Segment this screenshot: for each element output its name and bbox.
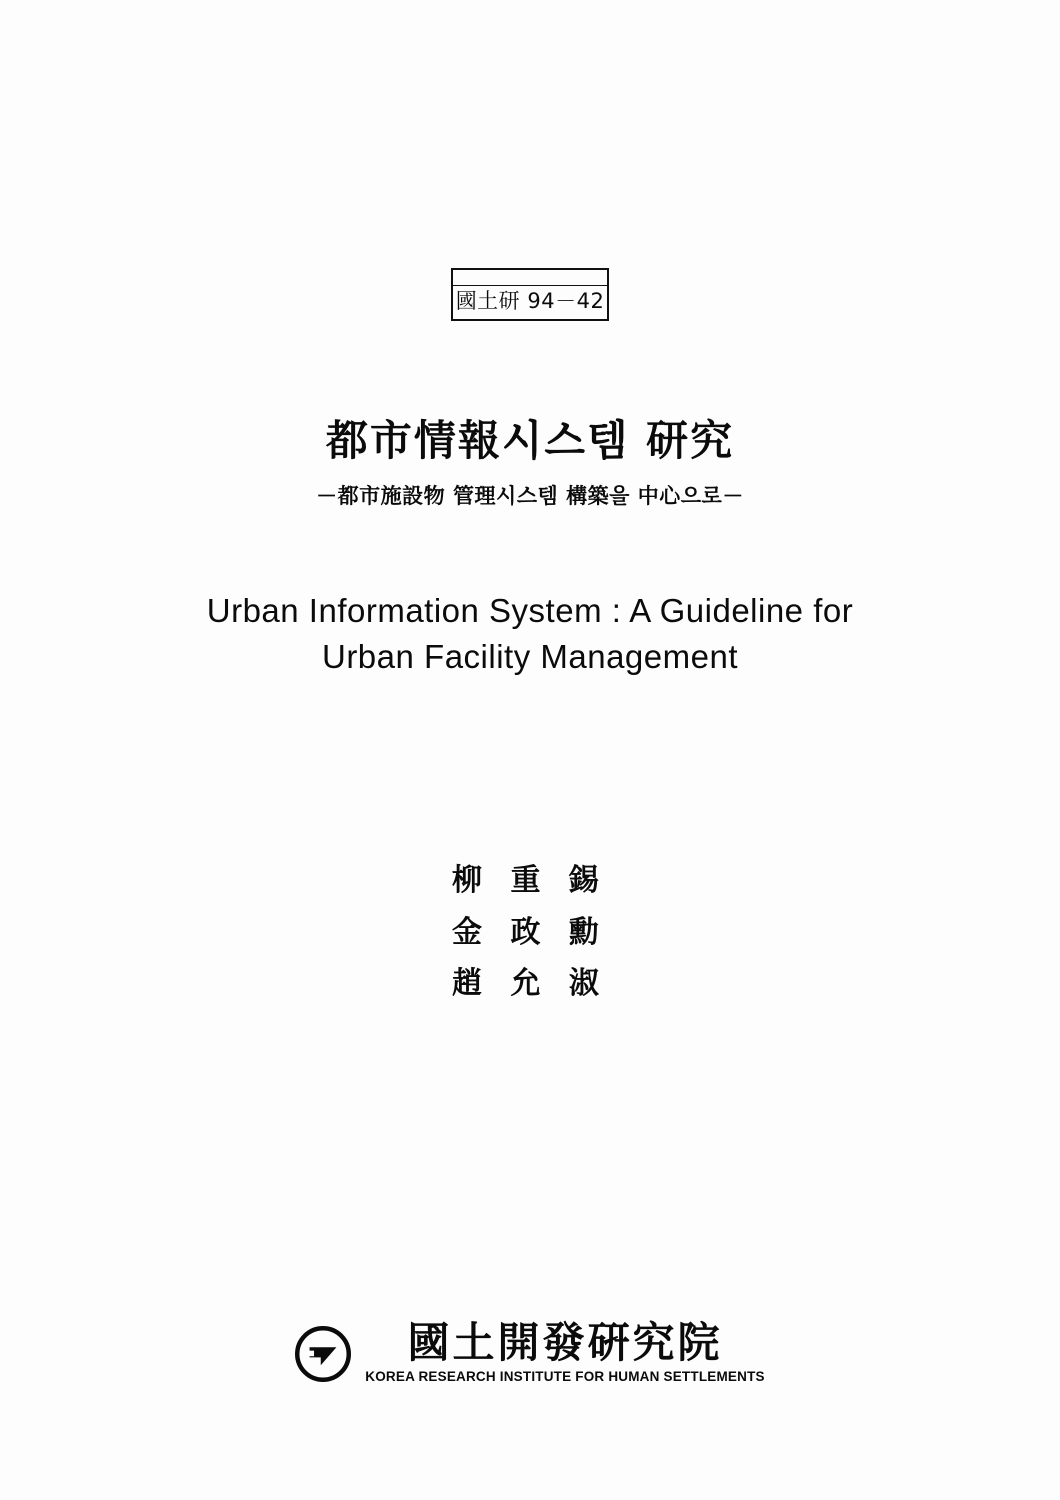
author-name: 趙 允 淑 — [452, 966, 608, 1002]
author-name: 柳 重 錫 — [452, 863, 608, 898]
english-title-line-2: Urban Facility Management — [321, 637, 738, 675]
publisher-name-block — [365, 1318, 765, 1384]
author-name: 金 政 勳 — [452, 914, 608, 950]
report-number-top-bar — [451, 268, 609, 285]
publisher-block — [0, 1318, 1060, 1384]
report-number-block — [0, 268, 1060, 321]
korean-title-block — [0, 415, 1060, 509]
krihs-arrow-circle-logo-icon — [295, 1326, 351, 1382]
english-title-block — [0, 588, 1060, 679]
author-list — [0, 855, 1060, 1010]
report-number-box — [451, 268, 609, 321]
page-subtitle-korean: －都市施設物 管理시스템 構築을 中心으로－ — [316, 482, 744, 508]
publisher-name-korean: 國土開發硏究院 — [407, 1318, 723, 1367]
publisher-name-english: KOREA RESEARCH INSTITUTE FOR HUMAN SETTLEMENTS — [365, 1369, 765, 1384]
page-title-korean: 都市情報시스템 研究 — [325, 416, 735, 465]
report-number-text: 國土研 94－42 — [451, 285, 609, 321]
english-title-line-1: Urban Information System : A Guideline for — [206, 592, 854, 629]
